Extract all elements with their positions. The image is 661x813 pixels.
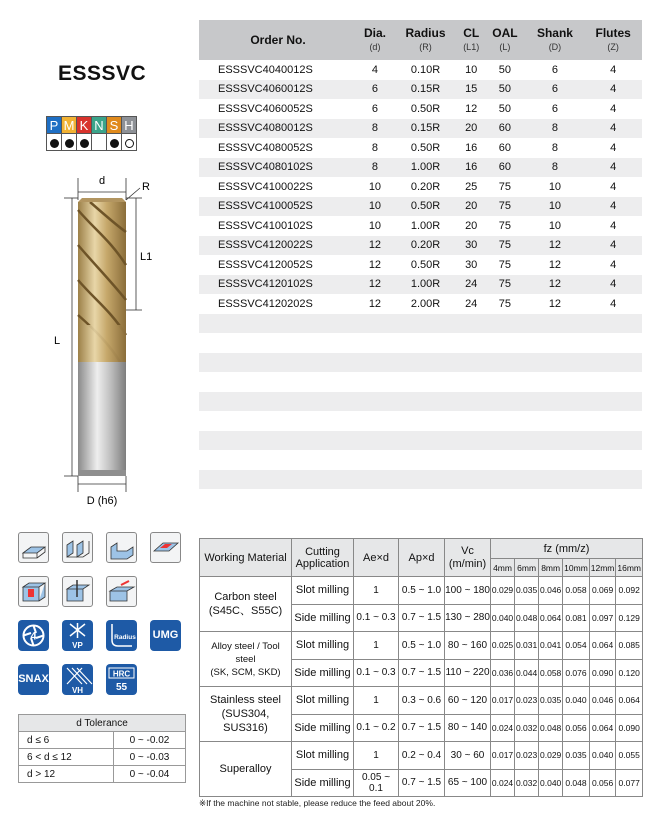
order-row: ESSSVC4080052S 8 0.50R 16 60 8 4 [218, 141, 617, 154]
order-header-order-no: Order No. [199, 20, 357, 60]
shank [78, 362, 126, 474]
tolerance-row: d ≤ 6 0 ~ -0.02 [19, 732, 186, 749]
slotting-icon [62, 532, 93, 563]
cutting-row: Carbon steel (S45C、S55C) Slot milling 1 0.5 ~ 1.0 100 ~ 180 0.029 0.035 0.046 0.058 0.069 0.092 [200, 577, 643, 605]
hrc-icon [106, 664, 137, 695]
order-row: ESSSVC4040012S 4 0.10R 10 50 6 4 [218, 63, 617, 76]
end-mill-drawing [50, 170, 170, 510]
order-table [199, 20, 642, 489]
cut-header-ap: Ap×d [399, 539, 445, 577]
vp-icon [62, 620, 93, 651]
cutting-material: Carbon steel (S45C、S55C) [200, 577, 292, 632]
order-row: ESSSVC4120022S 12 0.20R 30 75 12 4 [199, 236, 642, 256]
svg-text:HRC: HRC [112, 669, 131, 679]
side-milling-icon [106, 532, 137, 563]
vh-icon [62, 664, 93, 695]
order-row [199, 353, 642, 373]
cutting-material: Alloy steel / Tool steel (SK, SCM, SKD) [200, 632, 292, 687]
radius-icon [106, 620, 137, 651]
cutting-material: Stainless steel (SUS304, SUS316) [200, 687, 292, 742]
tolerance-title: d Tolerance [19, 715, 186, 732]
cutting-row: Alloy steel / Tool steel (SK, SCM, SKD) Slot milling 1 0.5 ~ 1.0 80 ~ 160 0.025 0.031 0.041 0.054 0.064 0.085 [200, 632, 643, 660]
order-row [199, 372, 642, 392]
order-row: ESSSVC4080102S 8 1.00R 16 60 8 4 [199, 158, 642, 178]
cut-header-diameter: 16mm [616, 559, 643, 577]
iso-mark-empty-icon [125, 139, 134, 148]
iso-letter-k: K [77, 117, 92, 134]
iso-letter-row [47, 117, 137, 134]
cutting-row: Superalloy Slot milling 1 0.2 ~ 0.4 30 ~ 60 0.017 0.023 0.029 0.035 0.040 0.055 [200, 742, 643, 770]
iso-mark-full-icon [65, 139, 74, 148]
order-header-flutes: Flutes (Z) [584, 20, 642, 60]
order-row: ESSSVC4120102S 12 1.00R 24 75 12 4 [199, 275, 642, 295]
order-header-oal: OAL (L) [484, 20, 525, 60]
tolerance-row: 6 < d ≤ 12 0 ~ -0.03 [19, 749, 186, 766]
cut-header-diameter: 4mm [491, 559, 515, 577]
cut-header-material: Working Material [200, 539, 292, 577]
iso-letter-s: S [107, 117, 122, 134]
order-row: ESSSVC4100052S 10 0.50R 20 75 10 4 [199, 197, 642, 217]
cut-header-application: Cutting Application [292, 539, 354, 577]
series-title: ESSSVC [58, 62, 147, 85]
order-row [199, 411, 642, 431]
cut-header-diameter: 6mm [515, 559, 539, 577]
order-row [199, 314, 642, 334]
order-row [199, 392, 642, 412]
footnote: ※If the machine not stable, please reduce the feed about 20%. [199, 798, 436, 808]
order-header-dia: Dia. (d) [357, 20, 393, 60]
order-row: ESSSVC4100102S 10 1.00R 20 75 10 4 [218, 219, 617, 232]
l1-label: L1 [140, 251, 153, 263]
cutting-row: Side milling 0.1 ~ 0.3 0.7 ~ 1.5 130 ~ 280 0.040 0.048 0.064 0.081 0.097 0.129 [200, 604, 643, 632]
order-row: ESSSVC4080012S 8 0.15R 20 60 8 4 [199, 119, 642, 139]
cutting-row: Stainless steel (SUS304, SUS316) Slot milling 1 0.3 ~ 0.6 60 ~ 120 0.017 0.023 0.035 0.040 0.046 0.064 [200, 687, 643, 715]
cutting-row: Side milling 0.05 ~ 0.1 0.7 ~ 1.5 65 ~ 100 0.024 0.032 0.040 0.048 0.056 0.077 [200, 769, 643, 797]
iso-mark-full-icon [50, 139, 59, 148]
cutting-tip [78, 198, 126, 202]
umg-icon: UMG [150, 620, 181, 651]
cutting-conditions-table [199, 538, 643, 797]
svg-text:4: 4 [30, 630, 37, 643]
tolerance-row: d > 12 0 ~ -0.04 [19, 766, 186, 783]
l-label: L [54, 335, 61, 347]
svg-text:55: 55 [115, 682, 128, 693]
r-label: R [142, 181, 150, 193]
iso-letter-p: P [47, 117, 62, 134]
tolerance-table [18, 714, 186, 783]
order-row: ESSSVC4120202S 12 2.00R 24 75 12 4 [218, 297, 617, 310]
cut-header-diameter: 8mm [539, 559, 563, 577]
order-row [199, 470, 642, 490]
svg-text:Radius: Radius [114, 634, 136, 641]
order-header-row [199, 20, 642, 60]
cut-header-diameter: 10mm [563, 559, 590, 577]
iso-mark-full-icon [80, 139, 89, 148]
iso-letter-n: N [92, 117, 107, 134]
order-row: ESSSVC4120052S 12 0.50R 30 75 12 4 [218, 258, 617, 271]
cut-header-diameter: 12mm [589, 559, 616, 577]
order-row [199, 333, 642, 353]
order-header-cl: CL (L1) [458, 20, 484, 60]
cutting-row: Side milling 0.1 ~ 0.3 0.7 ~ 1.5 110 ~ 220 0.036 0.044 0.058 0.076 0.090 0.120 [200, 659, 643, 687]
cutting-material: Superalloy [200, 742, 292, 797]
cut-header-fz: fz (mm/z) [491, 539, 643, 559]
svg-text:VH: VH [71, 686, 84, 695]
order-row [199, 450, 642, 470]
shank-label: D (h6) [86, 495, 118, 507]
iso-letter-m: M [62, 117, 77, 134]
d-label: d [98, 175, 106, 187]
svg-text:VP: VP [72, 641, 83, 650]
order-header-radius: Radius (R) [393, 20, 458, 60]
order-row: ESSSVC4100022S 10 0.20R 25 75 10 4 [218, 180, 617, 193]
order-row [199, 431, 642, 451]
cutting-row: Side milling 0.1 ~ 0.2 0.7 ~ 1.5 80 ~ 140 0.024 0.032 0.048 0.056 0.064 0.090 [200, 714, 643, 742]
plunge-icon [18, 576, 49, 607]
order-row: ESSSVC4060012S 6 0.15R 15 50 6 4 [199, 80, 642, 100]
order-row: ESSSVC4060052S 6 0.50R 12 50 6 4 [218, 102, 617, 115]
order-table-body [199, 60, 642, 489]
snax-icon: SNAX [18, 664, 49, 695]
face-milling-icon [18, 532, 49, 563]
iso-material-table [46, 116, 137, 151]
order-header-shank: Shank (D) [526, 20, 585, 60]
iso-mark-full-icon [110, 139, 119, 148]
cut-header-vc: Vc (m/min) [445, 539, 491, 577]
four-flute-icon [18, 620, 49, 651]
cutting-table-body [200, 577, 643, 797]
pocket-milling-icon [150, 532, 181, 563]
profile-milling-icon [62, 576, 93, 607]
cut-header-ae: Ae×d [354, 539, 399, 577]
iso-letter-h: H [122, 117, 137, 134]
iso-mark-row [47, 134, 137, 151]
ramping-icon [106, 576, 137, 607]
